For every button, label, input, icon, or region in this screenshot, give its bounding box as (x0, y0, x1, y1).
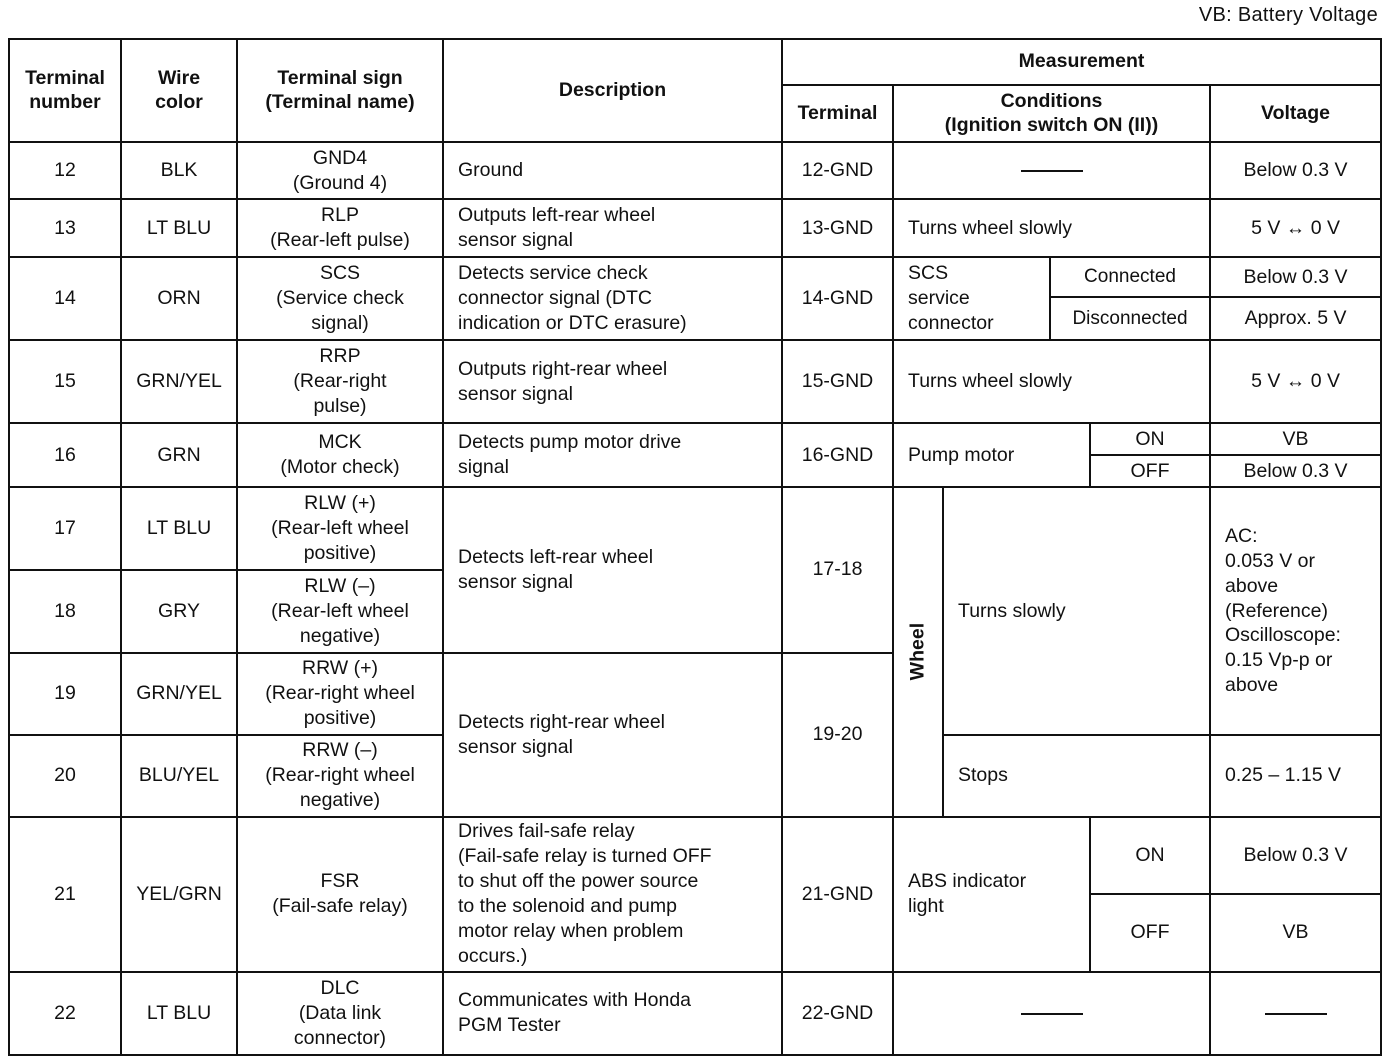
terminal-sign: RLW (–) (Rear-left wheel negative) (237, 570, 443, 652)
table-row (9, 142, 1381, 199)
measurement-terminal: 15-GND (782, 340, 893, 423)
voltage: Below 0.3 V (1210, 257, 1381, 297)
terminal-sign: GND4 (Ground 4) (237, 142, 443, 199)
header-wire-color: Wire color (121, 39, 237, 142)
measurement-terminal: 22-GND (782, 972, 893, 1055)
measurement-terminal: 14-GND (782, 257, 893, 340)
description: Outputs right-rear wheel sensor signal (443, 340, 782, 423)
header-terminal-sign: Terminal sign (Terminal name) (237, 39, 443, 142)
description: Detects service check connector signal (DTC indication or DTC erasure) (443, 257, 782, 340)
wire-color: GRN/YEL (121, 653, 237, 735)
table-row (9, 340, 1381, 423)
terminal-number: 22 (9, 972, 121, 1055)
wire-color: LT BLU (121, 487, 237, 570)
condition: ABS indicator light (893, 817, 1090, 972)
dash-mark (1021, 170, 1083, 172)
description: Drives fail-safe relay (Fail-safe relay is turned OFF to shut off the power source to the solenoid and pump motor relay when problem occurs.) (443, 817, 782, 972)
voltage: 5 V ↔ 0 V (1210, 199, 1381, 257)
voltage: Below 0.3 V (1210, 817, 1381, 894)
sub-condition-connected: Connected (1050, 257, 1210, 297)
terminal-sign: RRW (–) (Rear-right wheel negative) (237, 735, 443, 817)
terminal-number: 12 (9, 142, 121, 199)
voltage-none (1210, 972, 1381, 1055)
table-row (9, 257, 1381, 297)
battery-voltage-note: VB: Battery Voltage (1198, 4, 1378, 26)
terminal-number: 14 (9, 257, 121, 340)
sub-condition-disconnected: Disconnected (1050, 297, 1210, 340)
description: Ground (443, 142, 782, 199)
sub-condition-off: OFF (1090, 455, 1210, 487)
header-terminal-number: Terminal number (9, 39, 121, 142)
table-row (9, 817, 1381, 894)
wire-color: GRN (121, 423, 237, 487)
table-row (9, 972, 1381, 1055)
terminal-table (8, 38, 1382, 1056)
terminal-number: 20 (9, 735, 121, 817)
conditions-none (893, 142, 1210, 199)
terminal-sign: RLP (Rear-left pulse) (237, 199, 443, 257)
voltage: 0.25 – 1.15 V (1210, 735, 1381, 817)
description: Communicates with Honda PGM Tester (443, 972, 782, 1055)
sub-condition-on: ON (1090, 423, 1210, 455)
voltage: 5 V ↔ 0 V (1210, 340, 1381, 423)
sub-condition-on: ON (1090, 817, 1210, 894)
header-conditions: Conditions (Ignition switch ON (II)) (893, 85, 1210, 142)
description: Detects left-rear wheel sensor signal (443, 487, 782, 652)
table-row (9, 487, 1381, 570)
dash-mark (1021, 1013, 1083, 1015)
measurement-terminal: 12-GND (782, 142, 893, 199)
terminal-number: 16 (9, 423, 121, 487)
terminal-number: 19 (9, 653, 121, 735)
condition: SCS service connector (893, 257, 1050, 340)
measurement-terminal: 19-20 (782, 653, 893, 817)
terminal-sign: RLW (+) (Rear-left wheel positive) (237, 487, 443, 570)
voltage: Below 0.3 V (1210, 455, 1381, 487)
conditions-none (893, 972, 1210, 1055)
terminal-sign: SCS (Service check signal) (237, 257, 443, 340)
condition: Stops (943, 735, 1210, 817)
measurement-terminal: 13-GND (782, 199, 893, 257)
condition: Pump motor (893, 423, 1090, 487)
terminal-number: 21 (9, 817, 121, 972)
voltage: Below 0.3 V (1210, 142, 1381, 199)
wire-color: GRY (121, 570, 237, 652)
wire-color: LT BLU (121, 199, 237, 257)
terminal-sign: FSR (Fail-safe relay) (237, 817, 443, 972)
terminal-sign: RRP (Rear-right pulse) (237, 340, 443, 423)
condition: Turns slowly (943, 487, 1210, 734)
measurement-terminal: 21-GND (782, 817, 893, 972)
terminal-sign: RRW (+) (Rear-right wheel positive) (237, 653, 443, 735)
description: Detects right-rear wheel sensor signal (443, 653, 782, 817)
voltage: VB (1210, 894, 1381, 972)
description: Outputs left-rear wheel sensor signal (443, 199, 782, 257)
measurement-terminal: 16-GND (782, 423, 893, 487)
terminal-sign: MCK (Motor check) (237, 423, 443, 487)
terminal-number: 17 (9, 487, 121, 570)
terminal-number: 18 (9, 570, 121, 652)
wire-color: BLK (121, 142, 237, 199)
wire-color: GRN/YEL (121, 340, 237, 423)
description: Detects pump motor drive signal (443, 423, 782, 487)
wheel-label: Wheel (893, 487, 943, 816)
terminal-sign: DLC (Data link connector) (237, 972, 443, 1055)
voltage: AC: 0.053 V or above (Reference) Oscilloscope: 0.15 Vp-p or above (1210, 487, 1381, 734)
wire-color: YEL/GRN (121, 817, 237, 972)
wire-color: ORN (121, 257, 237, 340)
voltage: VB (1210, 423, 1381, 455)
header-description: Description (443, 39, 782, 142)
terminal-number: 15 (9, 340, 121, 423)
header-measurement: Measurement (782, 39, 1381, 85)
terminal-number: 13 (9, 199, 121, 257)
header-voltage: Voltage (1210, 85, 1381, 142)
condition: Turns wheel slowly (893, 199, 1210, 257)
sub-condition-off: OFF (1090, 894, 1210, 972)
measurement-terminal: 17-18 (782, 487, 893, 652)
wire-color: LT BLU (121, 972, 237, 1055)
condition: Turns wheel slowly (893, 340, 1210, 423)
table-row (9, 423, 1381, 455)
table-row (9, 199, 1381, 257)
dash-mark (1265, 1013, 1327, 1015)
wire-color: BLU/YEL (121, 735, 237, 817)
voltage: Approx. 5 V (1210, 297, 1381, 340)
header-terminal: Terminal (782, 85, 893, 142)
